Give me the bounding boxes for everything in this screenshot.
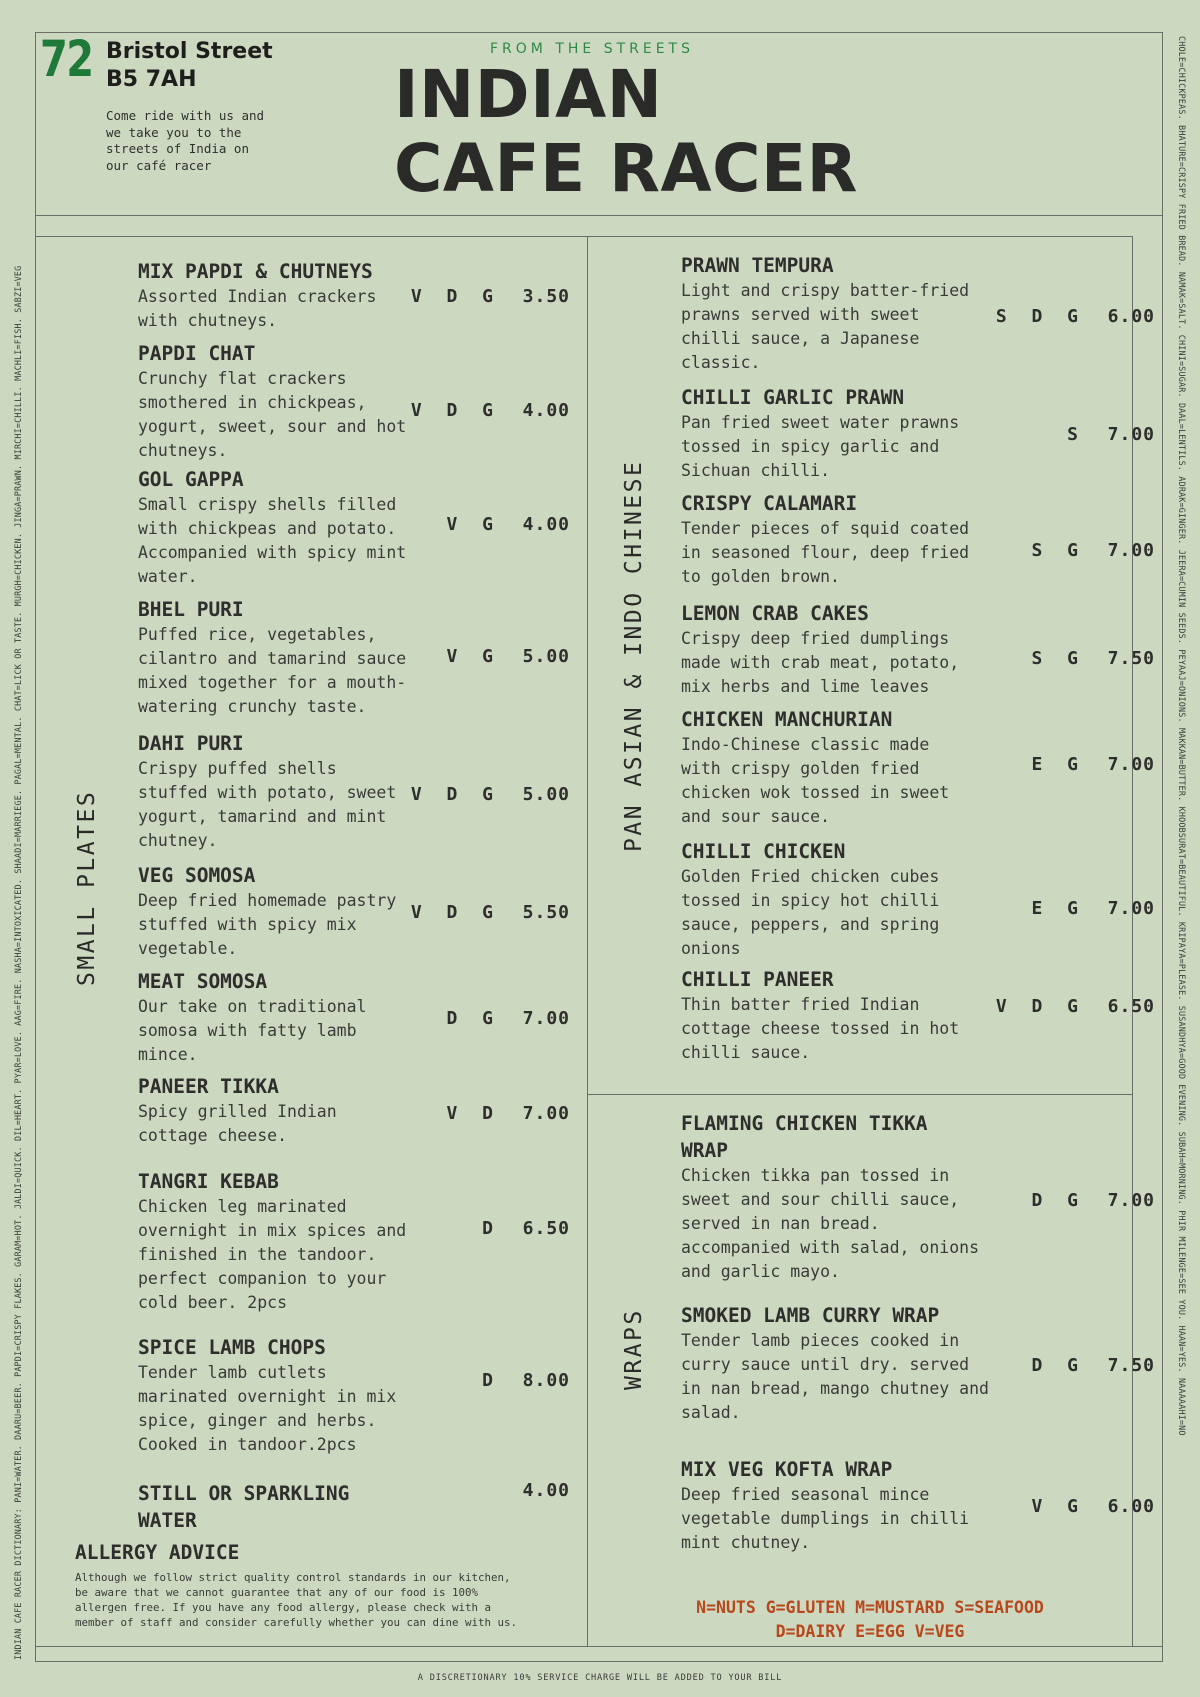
tagline-line: streets of India on bbox=[106, 141, 249, 156]
item-price: 7.00 bbox=[1107, 540, 1155, 561]
allergen-legend bbox=[650, 1596, 1090, 1644]
item-price: 6.00 bbox=[1107, 306, 1155, 327]
item-name: SPICE LAMB CHOPS bbox=[138, 1336, 326, 1359]
item-name: MIX PAPDI & CHUTNEYS bbox=[138, 260, 373, 283]
column-divider bbox=[587, 236, 588, 1646]
menu-item bbox=[138, 862, 396, 961]
allergen-tags: D bbox=[482, 1370, 500, 1391]
item-description: sauce, peppers, and spring bbox=[681, 915, 940, 934]
item-description: smothered in chickpeas, bbox=[138, 393, 367, 412]
item-price: 6.50 bbox=[522, 1218, 570, 1239]
item-name: STILL OR SPARKLING bbox=[138, 1482, 350, 1505]
item-description: and sour sauce. bbox=[681, 807, 831, 826]
allergen-tags: S G bbox=[1031, 540, 1085, 561]
item-description: mince. bbox=[138, 1045, 198, 1064]
item-description: cold beer. 2pcs bbox=[138, 1293, 288, 1312]
allergy-title: ALLERGY ADVICE bbox=[75, 1541, 240, 1564]
allergen-tags: V G bbox=[1031, 1496, 1085, 1517]
service-charge-note: A DISCRETIONARY 10% SERVICE CHARGE WILL BE ADDED TO YOUR BILL bbox=[417, 1673, 783, 1683]
allergy-line: allergen free. If you have any food allergy, please check with a bbox=[75, 1601, 492, 1614]
menu-item bbox=[681, 600, 959, 699]
item-description: somosa with fatty lamb bbox=[138, 1021, 357, 1040]
menu-item bbox=[138, 730, 396, 853]
item-description: and garlic mayo. bbox=[681, 1262, 840, 1281]
section-small-plates: SMALL PLATES bbox=[74, 789, 100, 986]
allergen-tags: V D G bbox=[410, 902, 500, 923]
menu-item bbox=[138, 258, 376, 333]
item-description: cottage cheese tossed in hot bbox=[681, 1019, 960, 1038]
allergen-tags: V D G bbox=[410, 400, 500, 421]
allergen-tags: S G bbox=[1031, 648, 1085, 669]
item-price: 6.50 bbox=[1107, 996, 1155, 1017]
restaurant-title bbox=[394, 58, 858, 206]
allergen-tags: V D bbox=[446, 1103, 500, 1124]
item-name: DAHI PURI bbox=[138, 732, 244, 755]
item-description: chutney. bbox=[138, 831, 218, 850]
item-price: 7.50 bbox=[1107, 1355, 1155, 1376]
item-description: watering crunchy taste. bbox=[138, 697, 367, 716]
allergen-tags: V G bbox=[446, 514, 500, 535]
postcode: B5 7AH bbox=[106, 67, 197, 92]
allergen-tags: D G bbox=[1031, 1190, 1085, 1211]
item-description: with chutneys. bbox=[138, 311, 278, 330]
menu-item bbox=[681, 252, 969, 375]
menu-item bbox=[138, 1480, 349, 1534]
item-name: CHILLI PANEER bbox=[681, 968, 834, 991]
legend-line: N=NUTS G=GLUTEN M=MUSTARD S=SEAFOOD bbox=[696, 1598, 1044, 1617]
item-price: 5.00 bbox=[522, 646, 570, 667]
item-description: Sichuan chilli. bbox=[681, 461, 831, 480]
allergen-tags: D G bbox=[446, 1008, 500, 1029]
item-description: Tender pieces of squid coated bbox=[681, 519, 970, 538]
item-description: overnight in mix spices and bbox=[138, 1221, 407, 1240]
item-name: GOL GAPPA bbox=[138, 468, 244, 491]
item-description: mint chutney. bbox=[681, 1533, 811, 1552]
item-name: CHILLI GARLIC PRAWN bbox=[681, 386, 905, 409]
item-description: chicken wok tossed in sweet bbox=[681, 783, 950, 802]
item-price: 7.00 bbox=[1107, 754, 1155, 775]
header-divider-inner-right bbox=[587, 236, 1132, 237]
section-wraps: WRAPS bbox=[621, 1308, 647, 1390]
item-description: Deep fried homemade pastry bbox=[138, 891, 397, 910]
item-description: mixed together for a mouth- bbox=[138, 673, 407, 692]
item-description: Chicken tikka pan tossed in bbox=[681, 1166, 950, 1185]
menu-item bbox=[138, 596, 406, 719]
item-description: water. bbox=[138, 567, 198, 586]
item-price: 7.00 bbox=[1107, 898, 1155, 919]
item-description: vegetable dumplings in chilli bbox=[681, 1509, 970, 1528]
item-description: curry sauce until dry. served bbox=[681, 1355, 970, 1374]
item-description: prawns served with sweet bbox=[681, 305, 920, 324]
item-description: Assorted Indian crackers bbox=[138, 287, 377, 306]
item-name: WATER bbox=[138, 1509, 197, 1532]
item-description: Cooked in tandoor.2pcs bbox=[138, 1435, 357, 1454]
allergen-tags: V D G bbox=[410, 286, 500, 307]
item-description: finished in the tandoor. bbox=[138, 1245, 377, 1264]
allergen-tags: V D G bbox=[995, 996, 1085, 1017]
item-description: Crunchy flat crackers bbox=[138, 369, 347, 388]
item-description: vegetable. bbox=[138, 939, 238, 958]
item-description: yogurt, tamarind and mint bbox=[138, 807, 387, 826]
item-description: in seasoned flour, deep fried bbox=[681, 543, 970, 562]
item-price: 7.00 bbox=[1107, 424, 1155, 445]
title-line-2: CAFE RACER bbox=[394, 130, 858, 207]
allergen-tags: D G bbox=[1031, 1355, 1085, 1376]
menu-item bbox=[138, 1334, 396, 1457]
item-description: Chicken leg marinated bbox=[138, 1197, 347, 1216]
item-name: VEG SOMOSA bbox=[138, 864, 256, 887]
right-inner-border bbox=[1132, 236, 1133, 1646]
item-description: tossed in spicy garlic and bbox=[681, 437, 940, 456]
item-description: served in nan bread. bbox=[681, 1214, 880, 1233]
menu-item bbox=[138, 466, 406, 589]
header-divider bbox=[35, 215, 1163, 216]
item-description: Tender lamb cutlets bbox=[138, 1363, 327, 1382]
menu-item bbox=[681, 384, 959, 483]
item-description: Puffed rice, vegetables, bbox=[138, 625, 377, 644]
item-name: CHICKEN MANCHURIAN bbox=[681, 708, 893, 731]
item-description: with chickpeas and potato. bbox=[138, 519, 397, 538]
menu-item bbox=[681, 1302, 989, 1425]
item-description: chilli sauce. bbox=[681, 1043, 811, 1062]
item-name: FLAMING CHICKEN TIKKA bbox=[681, 1112, 928, 1135]
title-line-1: INDIAN bbox=[394, 56, 663, 133]
legend-line: D=DAIRY E=EGG V=VEG bbox=[775, 1622, 965, 1641]
allergy-line: member of staff and consider carefully whether you can dine with us. bbox=[75, 1616, 518, 1629]
item-description: chilli sauce, a Japanese bbox=[681, 329, 920, 348]
item-description: sweet and sour chilli sauce, bbox=[681, 1190, 960, 1209]
menu-item bbox=[681, 1110, 979, 1284]
item-name: MIX VEG KOFTA WRAP bbox=[681, 1458, 893, 1481]
item-name: PAPDI CHAT bbox=[138, 342, 256, 365]
item-description: onions bbox=[681, 939, 741, 958]
item-price: 8.00 bbox=[522, 1370, 570, 1391]
tagline bbox=[106, 108, 264, 174]
item-description: stuffed with spicy mix bbox=[138, 915, 357, 934]
item-description: made with crab meat, potato, bbox=[681, 653, 960, 672]
street-number: 72 bbox=[40, 30, 93, 88]
menu-item bbox=[681, 490, 969, 589]
menu-item bbox=[138, 968, 366, 1067]
allergen-tags: E G bbox=[1031, 754, 1085, 775]
item-description: Deep fried seasonal mince bbox=[681, 1485, 930, 1504]
dictionary-left: INDIAN CAFE RACER DICTIONARY: PANI=WATER. DAARU=BEER. PAPDI=CRISPY FLAKES. GARAM=HOT. JALDI=QUICK. DIL=HEART. PYAR=LOVE. AAG=FIRE. NASHA=INTOXICATED. SHAADI=MARRIEGE. PAGAL=MENTAL. CHAT=LICK OR TASTE. MURGH=CHICKEN. JINGA=PRAWN. MIRCHI=CHILLI. MACHLI=FISH. SABZI=VEG bbox=[13, 265, 23, 1660]
menu-item bbox=[138, 1168, 406, 1315]
item-description: Accompanied with spicy mint bbox=[138, 543, 407, 562]
item-description: Golden Fried chicken cubes bbox=[681, 867, 940, 886]
tagline-line: Come ride with us and bbox=[106, 108, 265, 123]
item-name: LEMON CRAB CAKES bbox=[681, 602, 869, 625]
item-price: 7.50 bbox=[1107, 648, 1155, 669]
item-description: yogurt, sweet, sour and hot bbox=[138, 417, 407, 436]
item-description: to golden brown. bbox=[681, 567, 840, 586]
menu-item bbox=[681, 706, 949, 829]
item-name: MEAT SOMOSA bbox=[138, 970, 268, 993]
item-price: 3.50 bbox=[522, 286, 570, 307]
item-description: Small crispy shells filled bbox=[138, 495, 397, 514]
item-price: 5.00 bbox=[522, 784, 570, 805]
item-description: Our take on traditional bbox=[138, 997, 367, 1016]
item-price: 4.00 bbox=[522, 400, 570, 421]
item-price: 7.00 bbox=[522, 1008, 570, 1029]
item-description: cottage cheese. bbox=[138, 1126, 288, 1145]
item-price: 4.00 bbox=[522, 1480, 570, 1501]
item-description: marinated overnight in mix bbox=[138, 1387, 397, 1406]
item-description: Thin batter fried Indian bbox=[681, 995, 920, 1014]
item-name: WRAP bbox=[681, 1139, 728, 1162]
item-description: Light and crispy batter-fried bbox=[681, 281, 970, 300]
address bbox=[106, 38, 273, 94]
item-price: 4.00 bbox=[522, 514, 570, 535]
section-pan-asian: PAN ASIAN & INDO CHINESE bbox=[621, 459, 647, 852]
allergen-tags: V D G bbox=[410, 784, 500, 805]
bottom-inner-border bbox=[35, 1646, 1163, 1647]
allergy-line: Although we follow strict quality control standards in our kitchen, bbox=[75, 1571, 511, 1584]
item-description: stuffed with potato, sweet bbox=[138, 783, 397, 802]
allergen-tags: S bbox=[1067, 424, 1085, 445]
item-name: CHILLI CHICKEN bbox=[681, 840, 846, 863]
item-description: accompanied with salad, onions bbox=[681, 1238, 980, 1257]
item-description: Indo-Chinese classic made bbox=[681, 735, 930, 754]
menu-item bbox=[681, 966, 959, 1065]
item-name: SMOKED LAMB CURRY WRAP bbox=[681, 1304, 940, 1327]
item-description: spice, ginger and herbs. bbox=[138, 1411, 377, 1430]
menu-item bbox=[138, 340, 406, 463]
item-name: PRAWN TEMPURA bbox=[681, 254, 834, 277]
dictionary-right: CHOLE=CHICKPEAS. BHATURE=CRISPY FRIED BREAD. NAMAK=SALT. CHINI=SUGAR. DAAL=LENTILS. ADRAK=GINGER. JEERA=CUMIN SEEDS. PEYAAJ=ONIONS. MAKKAN=BUTTER. KHOOBSURAT=BEAUTIFUL. KRIPAYA=PLEASE. SUSANDHYA=GOOD EVENING. SUBAH=MORNING. PHIR MILENGE=SEE YOU. HAAN=YES. NAAAAAHI=NO bbox=[1177, 36, 1187, 1436]
allergen-tags: V G bbox=[446, 646, 500, 667]
item-description: classic. bbox=[681, 353, 761, 372]
item-name: TANGRI KEBAB bbox=[138, 1170, 279, 1193]
header-divider-inner bbox=[35, 236, 587, 237]
item-price: 7.00 bbox=[522, 1103, 570, 1124]
allergen-tags: E G bbox=[1031, 898, 1085, 919]
item-price: 6.00 bbox=[1107, 1496, 1155, 1517]
item-price: 5.50 bbox=[522, 902, 570, 923]
menu-item bbox=[681, 1456, 969, 1555]
allergy-text bbox=[75, 1570, 565, 1630]
tagline-line: we take you to the bbox=[106, 124, 242, 140]
item-description: tossed in spicy hot chilli bbox=[681, 891, 940, 910]
allergy-line: be aware that we cannot guarantee that any of our food is 100% bbox=[75, 1586, 479, 1599]
item-description: chutneys. bbox=[138, 441, 228, 460]
menu-item bbox=[681, 838, 939, 961]
item-description: Crispy deep fried dumplings bbox=[681, 629, 950, 648]
street-name: Bristol Street bbox=[106, 39, 273, 64]
from-the-streets: FROM THE STREETS bbox=[490, 41, 694, 57]
item-description: salad. bbox=[681, 1403, 741, 1422]
tagline-line: our café racer bbox=[106, 157, 212, 173]
item-description: cilantro and tamarind sauce bbox=[138, 649, 407, 668]
item-description: Tender lamb pieces cooked in bbox=[681, 1331, 960, 1350]
item-description: with crispy golden fried bbox=[681, 759, 920, 778]
wraps-divider bbox=[587, 1094, 1132, 1095]
item-description: in nan bread, mango chutney and bbox=[681, 1379, 989, 1398]
item-description: mix herbs and lime leaves bbox=[681, 677, 930, 696]
item-name: BHEL PURI bbox=[138, 598, 244, 621]
item-description: Pan fried sweet water prawns bbox=[681, 413, 960, 432]
item-description: Crispy puffed shells bbox=[138, 759, 337, 778]
allergen-tags: D bbox=[482, 1218, 500, 1239]
allergen-tags: S D G bbox=[995, 306, 1085, 327]
item-name: PANEER TIKKA bbox=[138, 1075, 279, 1098]
item-description: perfect companion to your bbox=[138, 1269, 387, 1288]
item-description: Spicy grilled Indian bbox=[138, 1102, 337, 1121]
item-name: CRISPY CALAMARI bbox=[681, 492, 858, 515]
menu-item bbox=[138, 1073, 337, 1148]
item-price: 7.00 bbox=[1107, 1190, 1155, 1211]
